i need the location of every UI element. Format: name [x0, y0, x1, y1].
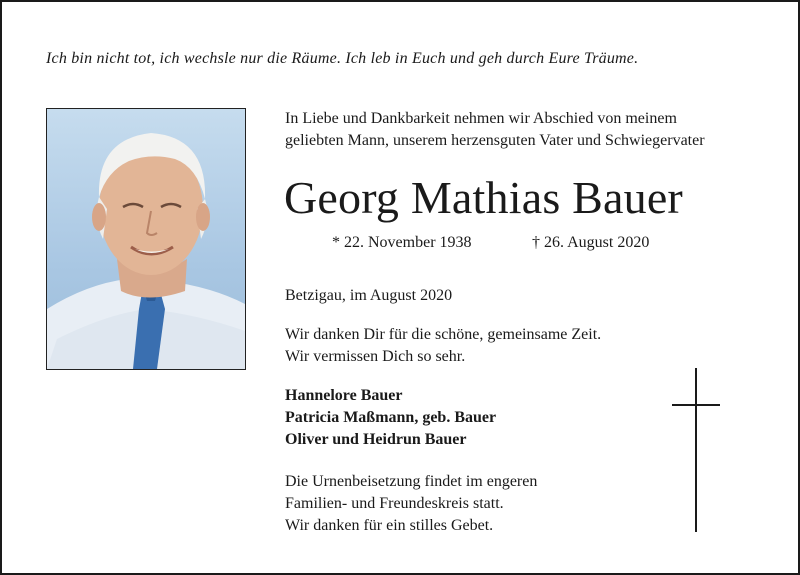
closing-line: Die Urnenbeisetzung findet im engeren — [285, 473, 538, 490]
portrait-photo — [46, 108, 246, 370]
intro-line: geliebten Mann, unserem herzensguten Vater und Schwiegervater — [285, 132, 705, 149]
death-date: † 26. August 2020 — [532, 234, 650, 251]
deceased-name: Georg Mathias Bauer — [284, 172, 683, 223]
cross-icon — [672, 368, 722, 532]
cross-horizontal-bar — [672, 404, 720, 406]
place-and-date: Betzigau, im August 2020 — [285, 287, 453, 304]
motto-quote: Ich bin nicht tot, ich wechsle nur die Räume. Ich leb in Euch und geh durch Eure Träume. — [46, 50, 639, 67]
birth-date: * 22. November 1938 — [332, 234, 472, 251]
closing-line: Familien- und Freundeskreis statt. — [285, 495, 504, 512]
closing-text — [285, 471, 537, 537]
mourner-name: Oliver und Heidrun Bauer — [285, 431, 467, 448]
intro-text — [285, 108, 705, 152]
closing-line: Wir danken für ein stilles Gebet. — [285, 517, 494, 534]
mourner-name: Hannelore Bauer — [285, 387, 403, 404]
intro-line: In Liebe und Dankbarkeit nehmen wir Abschied von meinem — [285, 110, 677, 127]
cross-vertical-bar — [695, 368, 697, 532]
thanks-line: Wir vermissen Dich so sehr. — [285, 348, 466, 365]
mourner-name: Patricia Maßmann, geb. Bauer — [285, 409, 497, 426]
mourners-list — [285, 385, 496, 451]
thanks-line: Wir danken Dir für die schöne, gemeinsame Zeit. — [285, 326, 602, 343]
thanks-text — [285, 324, 601, 368]
portrait-illustration — [47, 109, 245, 369]
